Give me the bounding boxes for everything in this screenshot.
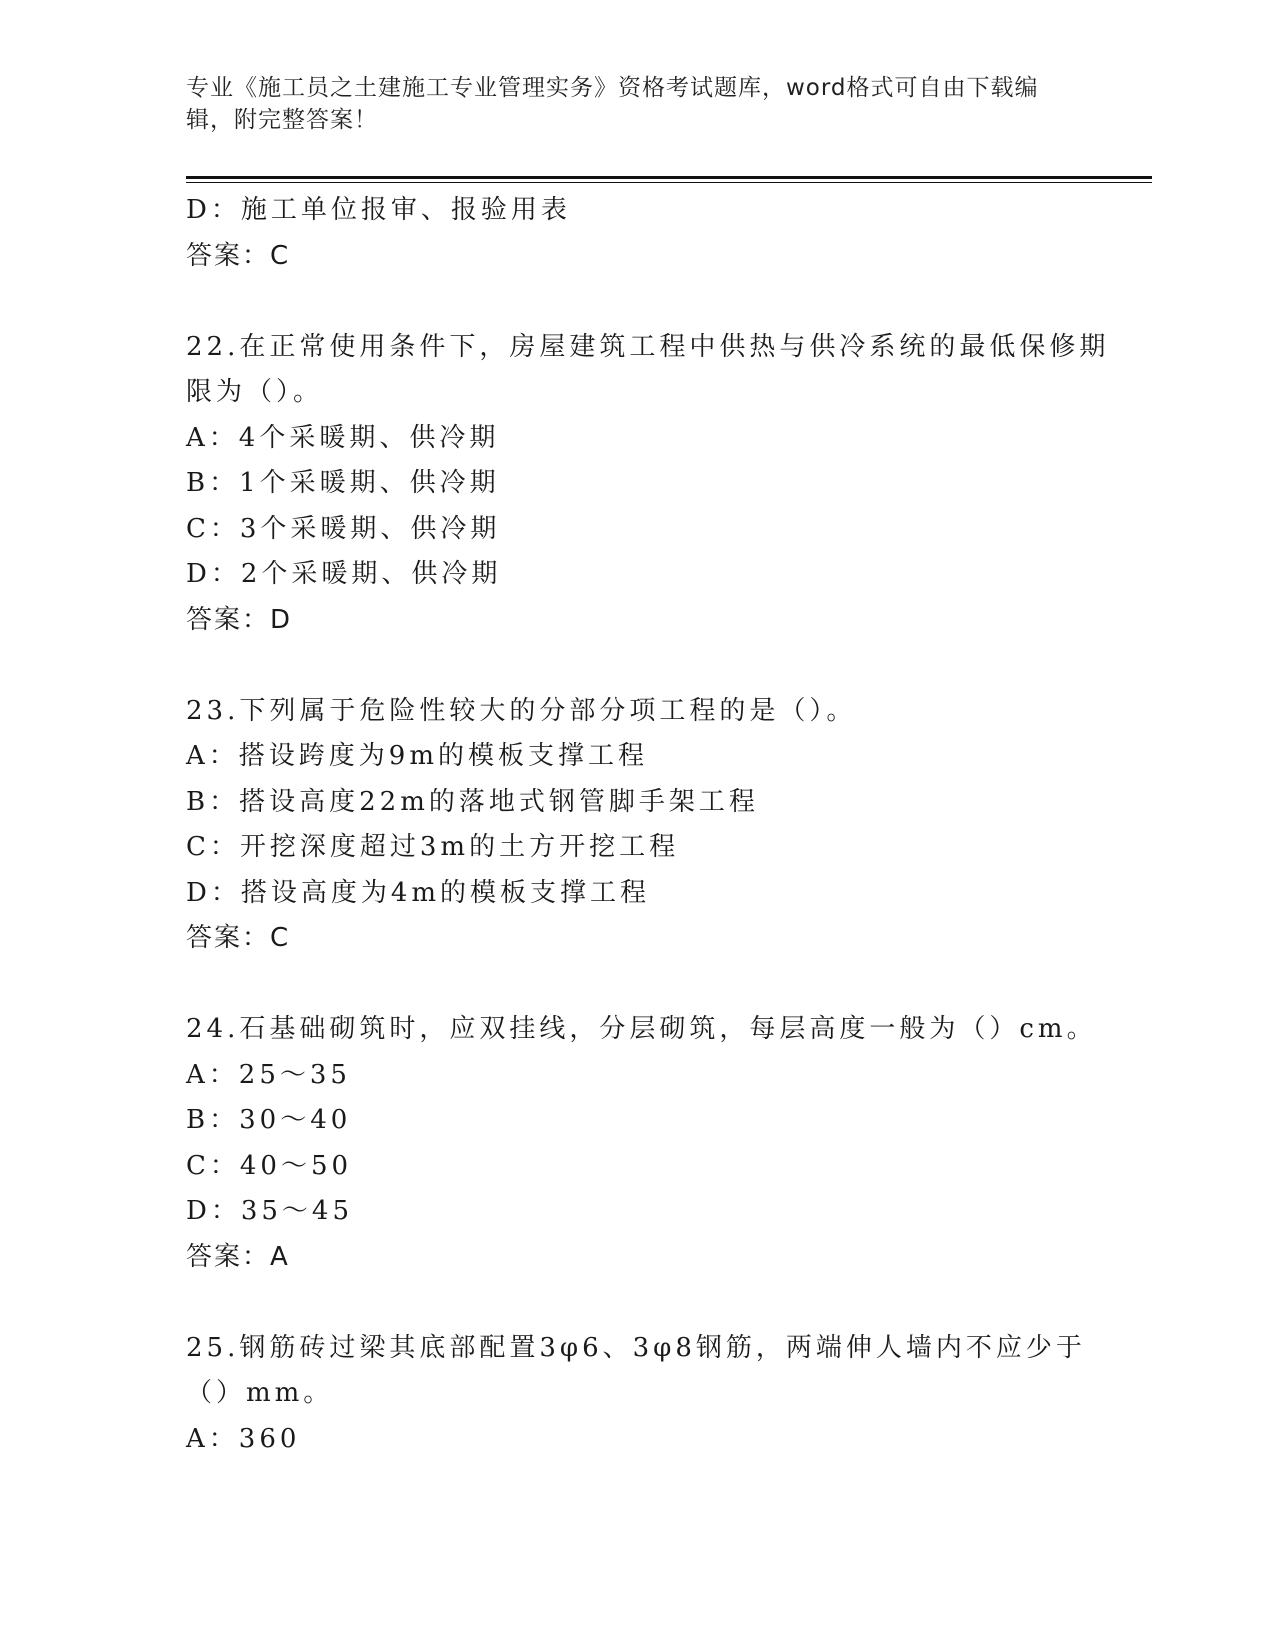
option-b: B：搭设高度22m的落地式钢管脚手架工程	[186, 786, 759, 817]
option-c: C：3个采暖期、供冷期	[186, 513, 501, 544]
option-b: B：30～40	[186, 1105, 352, 1135]
spacer	[186, 643, 1086, 689]
question-stem: 23.下列属于危险性较大的分部分项工程的是（）。	[186, 695, 857, 726]
spacer	[186, 962, 1086, 1008]
question-stem: 25.钢筋砖过梁其底部配置3φ6、3φ8钢筋，两端伸人墙内不应少于	[186, 1332, 1086, 1363]
question-content	[186, 188, 1110, 1462]
question-25	[186, 1326, 1086, 1463]
option-a: A：25～35	[186, 1059, 351, 1090]
question-24	[186, 1007, 1097, 1280]
question-stem: （）mm。	[186, 1378, 334, 1408]
header-divider-thick	[186, 176, 1152, 179]
question-23	[186, 689, 1086, 962]
option-b: B：1个采暖期、供冷期	[186, 468, 500, 498]
answer-line: 答案：D	[186, 604, 293, 635]
answer-line: 答案：C	[186, 923, 291, 953]
option-d: D：搭设高度为4m的模板支撑工程	[186, 877, 651, 908]
answer-line: 答案：C	[186, 240, 291, 271]
header-line-2: 辑，附完整答案！	[186, 107, 378, 133]
spacer	[186, 1280, 1086, 1326]
header-line-1: 专业《施工员之土建施工专业管理实务》资格考试题库，word格式可自由下载编	[186, 75, 1039, 101]
document-header	[186, 72, 1086, 136]
option-d: D：施工单位报审、报验用表	[186, 195, 571, 225]
option-d: D：35～45	[186, 1196, 354, 1226]
option-d: D：2个采暖期、供冷期	[186, 559, 502, 589]
question-stem: 22.在正常使用条件下，房屋建筑工程中供热与供冷系统的最低保修期	[186, 331, 1110, 362]
option-c: C：开挖深度超过3m的土方开挖工程	[186, 832, 680, 862]
question-22	[186, 325, 1110, 644]
option-a: A：360	[186, 1423, 301, 1454]
option-a: A：4个采暖期、供冷期	[186, 422, 500, 453]
header-divider-thin	[186, 182, 1152, 183]
answer-line: 答案：A	[186, 1241, 290, 1272]
question-stem: 限为（）。	[186, 377, 324, 407]
previous-question-tail	[186, 188, 1086, 279]
question-stem: 24.石基础砌筑时，应双挂线，分层砌筑，每层高度一般为（）cm。	[186, 1014, 1097, 1044]
option-a: A：搭设跨度为9m的模板支撑工程	[186, 741, 648, 771]
spacer	[186, 279, 1086, 325]
option-c: C：40～50	[186, 1150, 353, 1181]
